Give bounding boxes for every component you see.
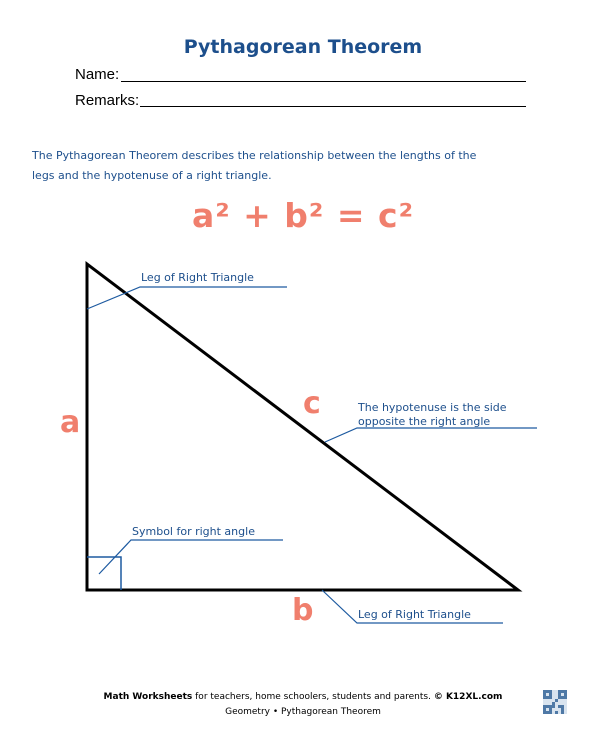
- callout-leg-top: Leg of Right Triangle: [141, 271, 254, 284]
- callout-hypotenuse-line-2: opposite the right angle: [358, 415, 491, 428]
- remarks-label: Remarks:: [75, 92, 140, 109]
- side-label-a: a: [60, 405, 81, 440]
- intro-line-1: The Pythagorean Theorem describes the relationship between the lengths of the: [32, 149, 477, 162]
- side-label-b: b: [292, 593, 314, 628]
- page-title: Pythagorean Theorem: [183, 36, 423, 58]
- callout-hypotenuse-line-1: The hypotenuse is the side: [358, 401, 507, 414]
- footer-breadcrumb: Geometry • Pythagorean Theorem: [225, 707, 381, 717]
- qr-code-icon: [543, 690, 567, 714]
- callout-hypotenuse: [358, 401, 507, 429]
- callout-leader-hypotenuse: [325, 428, 537, 442]
- right-angle-symbol: [87, 557, 121, 590]
- formula: a² + b² = c²: [191, 196, 415, 235]
- callout-leader-right-angle: [99, 540, 283, 574]
- footer-credits: [0, 692, 606, 702]
- callout-right-angle: Symbol for right angle: [132, 525, 255, 538]
- side-label-c: c: [303, 386, 321, 421]
- name-label: Name:: [75, 66, 120, 83]
- callout-leader-leg-top: [87, 287, 287, 309]
- intro-line-2: legs and the hypotenuse of a right triangle.: [32, 169, 272, 182]
- callout-leg-bottom: Leg of Right Triangle: [358, 608, 471, 621]
- footer-tagline: for teachers, home schoolers, students and parents.: [195, 692, 431, 702]
- footer-copyright: © K12XL.com: [433, 692, 503, 702]
- footer-brand: Math Worksheets: [103, 692, 193, 702]
